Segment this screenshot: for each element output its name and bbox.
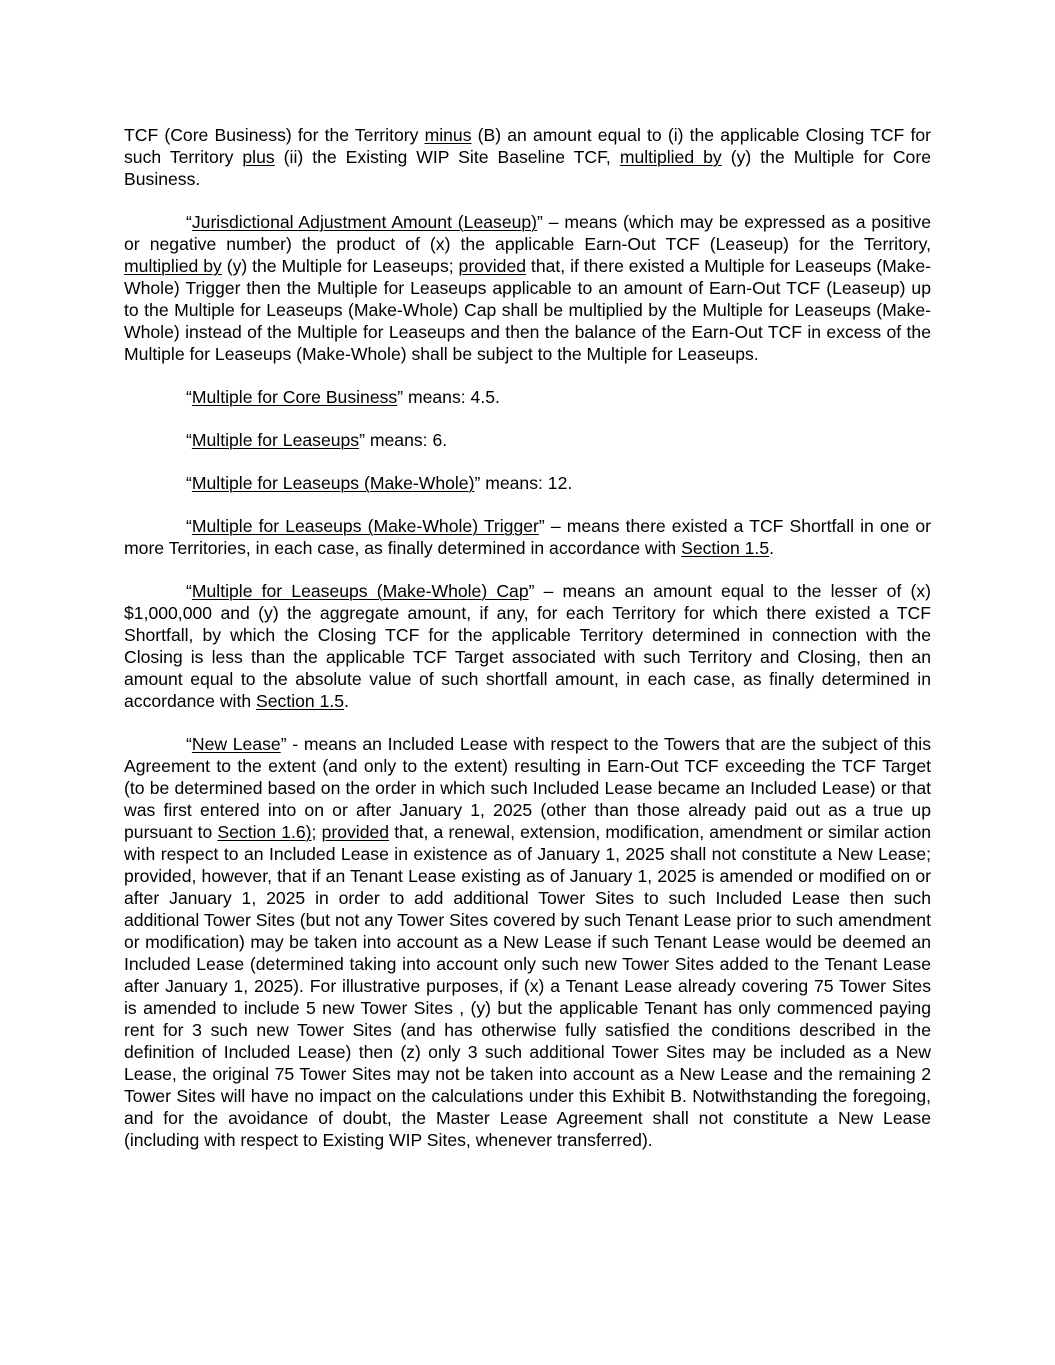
section-reference: Section 1.5: [256, 691, 345, 711]
defined-term: Multiple for Leaseups (Make-Whole) Cap: [191, 581, 529, 601]
defined-term: Jurisdictional Adjustment Amount (Leaseup): [191, 212, 538, 232]
defined-term: Multiple for Leaseups (Make-Whole) Trigger: [191, 516, 539, 536]
underlined-term: minus: [424, 125, 472, 145]
text-run: (y) the Multiple for Leaseups;: [221, 256, 459, 276]
text-run: (y) the Multiple for Core Business.: [124, 147, 931, 189]
definition-make-whole-trigger: [124, 515, 931, 559]
text-run: that, if there existed a Multiple for Leaseups (Make-Whole) Trigger then the Multiple for Leaseups applicable to an amount of Earn-Out TCF (Leaseup) up to the Multiple for Leaseups (Make-Whole) Cap shall be multiplied by the Multiple for Leaseups (Make-Whole) instead of the Multiple for Leaseups and then the balance of the Earn-Out TCF in excess of the Multiple for Leaseups (Make-Whole) shall be subject to the Multiple for Leaseups.: [124, 256, 931, 364]
underlined-term: provided: [458, 256, 527, 276]
open-quote: “: [186, 430, 192, 450]
text-run: ” – means an amount equal to the lesser of (x) $1,000,000 and (y) the aggregate amount, if any, for each Territory for which there existed a TCF Shortfall, by which the Closing TCF for the applicable Territory determined in connection with the Closing is less than the applicable TCF Target associated with such Territory and Closing, then an amount equal to the absolute value of such shortfall amount, in each case, as finally determined in accordance with: [124, 581, 931, 711]
open-quote: “: [186, 473, 192, 493]
underlined-term: multiplied by: [124, 256, 222, 276]
open-quote: “: [186, 212, 192, 232]
text-run: (ii) the Existing WIP Site Baseline TCF,: [274, 147, 620, 167]
text-run: ” – means (which may be expressed as a positive or negative number) the product of (x) the applicable Earn-Out TCF (Leaseup) for the Territory,: [124, 212, 931, 254]
definition-jurisdictional-adjustment-amount-leaseup: [124, 211, 931, 365]
text-run: .: [344, 691, 349, 711]
text-run: .: [769, 538, 774, 558]
text-run: ;: [311, 822, 322, 842]
document-page: [124, 124, 931, 1172]
text-run: that, a renewal, extension, modification, amendment or similar action with respect to an Included Lease in existence as of January 1, 2025 shall not constitute a New Lease; provided, however, that if an Tenant Lease existing as of January 1, 2025 is amended or modified on or after January 1, 2025 in order to add additional Tower Sites to such Included Lease then such additional Tower Sites (but not any Tower Sites covered by such Tenant Lease prior to such amendment or modification) may be taken into account as a New Lease if such Tenant Lease would be deemed an Included Lease (determined taking into account only such new Tower Sites added to the Tenant Lease after January 1, 2025). For illustrative purposes, if (x) a Tenant Lease already covering 75 Tower Sites is amended to include 5 new Tower Sites , (y) but the applicable Tenant has only commenced paying rent for 3 such new Tower Sites (and has otherwise fully satisfied the conditions described in the definition of Included Lease) then (z) only 3 such additional Tower Sites may be included as a New Lease, the original 75 Tower Sites may not be taken into account as a New Lease and the remaining 2 Tower Sites will have no impact on the calculations under this Exhibit B. Notwithstanding the foregoing, and for the avoidance of doubt, the Master Lease Agreement shall not constitute a New Lease (including with respect to Existing WIP Sites, whenever transferred).: [124, 822, 932, 1150]
section-reference: Section 1.6): [217, 822, 312, 842]
open-quote: “: [186, 516, 192, 536]
defined-term: Multiple for Leaseups (Make-Whole): [191, 473, 475, 493]
definition-multiple-for-core-business: [124, 386, 931, 408]
definition-multiple-for-leaseups: [124, 429, 931, 451]
defined-term: New Lease: [191, 734, 281, 754]
text-run: ” means: 4.5.: [397, 387, 500, 407]
defined-term: Multiple for Leaseups: [191, 430, 360, 450]
open-quote: “: [186, 387, 192, 407]
definition-make-whole-cap: [124, 580, 931, 712]
defined-term: Multiple for Core Business: [191, 387, 398, 407]
text-run: ” - means an Included Lease with respect to the Towers that are the subject of this Agreement to the extent (and only to the extent) resulting in Earn-Out TCF exceeding the TCF Target (to be determined based on the order in which such Included Lease became an Included Lease) or that was first entered into on or after January 1, 2025 (other than those already paid out as a true up pursuant to: [124, 734, 931, 842]
open-quote: “: [186, 734, 192, 754]
section-reference: Section 1.5: [681, 538, 770, 558]
text-run: ” – means there existed a TCF Shortfall in one or more Territories, in each case, as finally determined in accordance with: [124, 516, 931, 558]
text-run: ” means: 6.: [359, 430, 448, 450]
paragraph-core-business-continuation: [124, 124, 931, 190]
definition-multiple-for-leaseups-make-whole: [124, 472, 931, 494]
text-run: ” means: 12.: [474, 473, 573, 493]
underlined-term: provided: [321, 822, 390, 842]
open-quote: “: [186, 581, 192, 601]
underlined-term: plus: [242, 147, 275, 167]
underlined-term: multiplied by: [619, 147, 722, 167]
text-run: TCF (Core Business) for the Territory: [124, 125, 425, 145]
definition-new-lease: [124, 733, 931, 1151]
text-run: (B) an amount equal to (i) the applicable Closing TCF for such Territory: [124, 125, 931, 167]
